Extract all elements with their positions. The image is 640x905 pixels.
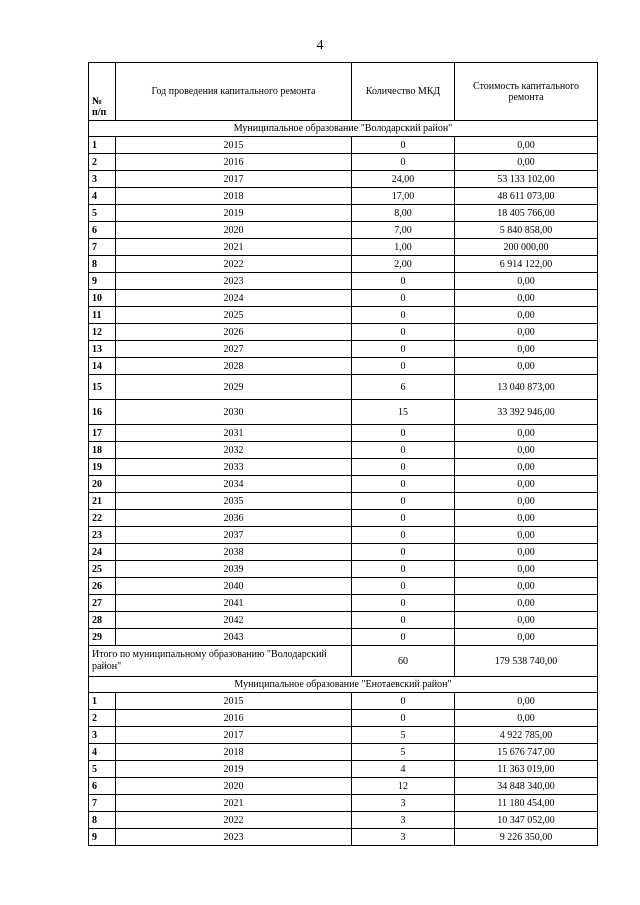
row-cost: 4 922 785,00 — [455, 727, 598, 744]
row-year: 2038 — [116, 544, 352, 561]
row-number: 14 — [89, 358, 116, 375]
row-number: 2 — [89, 710, 116, 727]
row-year: 2020 — [116, 778, 352, 795]
row-year: 2023 — [116, 829, 352, 846]
total-cost: 179 538 740,00 — [455, 646, 598, 677]
table-row — [89, 222, 598, 239]
table-row — [89, 693, 598, 710]
row-cost: 5 840 858,00 — [455, 222, 598, 239]
row-count: 0 — [352, 493, 455, 510]
row-count: 1,00 — [352, 239, 455, 256]
row-number: 12 — [89, 324, 116, 341]
table-row — [89, 442, 598, 459]
row-year: 2035 — [116, 493, 352, 510]
row-cost: 11 363 019,00 — [455, 761, 598, 778]
row-cost: 0,00 — [455, 358, 598, 375]
row-year: 2017 — [116, 171, 352, 188]
row-count: 0 — [352, 710, 455, 727]
row-cost: 0,00 — [455, 693, 598, 710]
row-count: 0 — [352, 154, 455, 171]
row-count: 0 — [352, 459, 455, 476]
table-row — [89, 744, 598, 761]
table-row — [89, 188, 598, 205]
row-cost: 11 180 454,00 — [455, 795, 598, 812]
header-number: № п/п — [89, 63, 116, 121]
capital-repair-table — [88, 62, 598, 846]
table-row — [89, 400, 598, 425]
row-cost: 0,00 — [455, 710, 598, 727]
row-number: 8 — [89, 256, 116, 273]
row-number: 9 — [89, 829, 116, 846]
section-title-row — [89, 677, 598, 693]
row-cost: 0,00 — [455, 629, 598, 646]
table-row — [89, 812, 598, 829]
row-cost: 0,00 — [455, 307, 598, 324]
row-year: 2019 — [116, 205, 352, 222]
table-body — [89, 121, 598, 846]
row-number: 7 — [89, 239, 116, 256]
row-count: 0 — [352, 442, 455, 459]
row-year: 2041 — [116, 595, 352, 612]
table-row — [89, 375, 598, 400]
row-year: 2021 — [116, 795, 352, 812]
total-row — [89, 646, 598, 677]
row-count: 0 — [352, 476, 455, 493]
row-cost: 0,00 — [455, 595, 598, 612]
table-row — [89, 612, 598, 629]
row-number: 6 — [89, 222, 116, 239]
row-number: 4 — [89, 188, 116, 205]
header-count: Количество МКД — [352, 63, 455, 121]
table-row — [89, 324, 598, 341]
row-year: 2020 — [116, 222, 352, 239]
row-cost: 13 040 873,00 — [455, 375, 598, 400]
row-year: 2036 — [116, 510, 352, 527]
header-year: Год проведения капитального ремонта — [116, 63, 352, 121]
row-number: 22 — [89, 510, 116, 527]
row-cost: 0,00 — [455, 527, 598, 544]
row-number: 25 — [89, 561, 116, 578]
row-count: 15 — [352, 400, 455, 425]
table-row — [89, 778, 598, 795]
row-number: 16 — [89, 400, 116, 425]
row-year: 2015 — [116, 693, 352, 710]
table-row — [89, 205, 598, 222]
table-row — [89, 425, 598, 442]
row-cost: 0,00 — [455, 154, 598, 171]
row-cost: 33 392 946,00 — [455, 400, 598, 425]
table-row — [89, 493, 598, 510]
row-count: 0 — [352, 324, 455, 341]
row-count: 4 — [352, 761, 455, 778]
row-count: 5 — [352, 727, 455, 744]
row-year: 2025 — [116, 307, 352, 324]
row-cost: 48 611 073,00 — [455, 188, 598, 205]
row-number: 27 — [89, 595, 116, 612]
row-count: 8,00 — [352, 205, 455, 222]
table-row — [89, 578, 598, 595]
row-number: 13 — [89, 341, 116, 358]
row-cost: 34 848 340,00 — [455, 778, 598, 795]
row-number: 6 — [89, 778, 116, 795]
row-number: 1 — [89, 693, 116, 710]
table-row — [89, 527, 598, 544]
row-cost: 0,00 — [455, 341, 598, 358]
row-cost: 200 000,00 — [455, 239, 598, 256]
row-number: 3 — [89, 727, 116, 744]
row-number: 10 — [89, 290, 116, 307]
row-number: 21 — [89, 493, 116, 510]
row-count: 0 — [352, 693, 455, 710]
row-cost: 18 405 766,00 — [455, 205, 598, 222]
row-number: 26 — [89, 578, 116, 595]
row-count: 0 — [352, 527, 455, 544]
table-row — [89, 710, 598, 727]
row-year: 2029 — [116, 375, 352, 400]
total-label: Итого по муниципальному образованию "Володарский район" — [89, 646, 352, 677]
row-year: 2039 — [116, 561, 352, 578]
row-number: 9 — [89, 273, 116, 290]
row-number: 20 — [89, 476, 116, 493]
table-row — [89, 239, 598, 256]
row-cost: 0,00 — [455, 476, 598, 493]
table-row — [89, 476, 598, 493]
row-cost: 0,00 — [455, 273, 598, 290]
page-number: 4 — [316, 38, 324, 53]
row-count: 17,00 — [352, 188, 455, 205]
row-cost: 0,00 — [455, 578, 598, 595]
row-year: 2018 — [116, 744, 352, 761]
table-row — [89, 273, 598, 290]
row-year: 2023 — [116, 273, 352, 290]
row-number: 5 — [89, 761, 116, 778]
row-number: 17 — [89, 425, 116, 442]
row-year: 2033 — [116, 459, 352, 476]
row-count: 3 — [352, 829, 455, 846]
row-count: 24,00 — [352, 171, 455, 188]
row-year: 2028 — [116, 358, 352, 375]
row-cost: 0,00 — [455, 324, 598, 341]
table-row — [89, 459, 598, 476]
row-number: 19 — [89, 459, 116, 476]
row-cost: 0,00 — [455, 459, 598, 476]
row-year: 2032 — [116, 442, 352, 459]
table-row — [89, 290, 598, 307]
row-year: 2030 — [116, 400, 352, 425]
row-year: 2018 — [116, 188, 352, 205]
table-row — [89, 137, 598, 154]
row-cost: 0,00 — [455, 442, 598, 459]
row-year: 2043 — [116, 629, 352, 646]
table-row — [89, 829, 598, 846]
row-number: 23 — [89, 527, 116, 544]
row-count: 0 — [352, 561, 455, 578]
table-row — [89, 761, 598, 778]
row-number: 28 — [89, 612, 116, 629]
row-year: 2022 — [116, 256, 352, 273]
table-row — [89, 358, 598, 375]
row-cost: 6 914 122,00 — [455, 256, 598, 273]
row-cost: 0,00 — [455, 561, 598, 578]
table-row — [89, 341, 598, 358]
section-title-row — [89, 121, 598, 137]
row-year: 2017 — [116, 727, 352, 744]
row-number: 1 — [89, 137, 116, 154]
row-count: 0 — [352, 612, 455, 629]
row-count: 0 — [352, 341, 455, 358]
table-row — [89, 544, 598, 561]
row-count: 0 — [352, 425, 455, 442]
row-count: 0 — [352, 273, 455, 290]
row-count: 12 — [352, 778, 455, 795]
row-cost: 53 133 102,00 — [455, 171, 598, 188]
row-cost: 0,00 — [455, 290, 598, 307]
row-number: 24 — [89, 544, 116, 561]
row-year: 2042 — [116, 612, 352, 629]
row-year: 2037 — [116, 527, 352, 544]
table-row — [89, 171, 598, 188]
row-year: 2015 — [116, 137, 352, 154]
table-row — [89, 795, 598, 812]
row-number: 5 — [89, 205, 116, 222]
row-year: 2022 — [116, 812, 352, 829]
table-row — [89, 561, 598, 578]
row-cost: 15 676 747,00 — [455, 744, 598, 761]
row-number: 3 — [89, 171, 116, 188]
section-title: Муниципальное образование "Енотаевский район" — [89, 677, 598, 693]
row-year: 2016 — [116, 710, 352, 727]
row-year: 2016 — [116, 154, 352, 171]
header-cost: Стоимость капитального ремонта — [455, 63, 598, 121]
table-row — [89, 629, 598, 646]
row-count: 3 — [352, 812, 455, 829]
table-row — [89, 510, 598, 527]
row-year: 2021 — [116, 239, 352, 256]
row-count: 0 — [352, 137, 455, 154]
row-count: 6 — [352, 375, 455, 400]
table-row — [89, 307, 598, 324]
table-row — [89, 256, 598, 273]
row-number: 11 — [89, 307, 116, 324]
row-year: 2040 — [116, 578, 352, 595]
row-cost: 0,00 — [455, 612, 598, 629]
row-cost: 0,00 — [455, 493, 598, 510]
row-number: 4 — [89, 744, 116, 761]
row-cost: 10 347 052,00 — [455, 812, 598, 829]
row-number: 7 — [89, 795, 116, 812]
row-number: 2 — [89, 154, 116, 171]
row-count: 0 — [352, 307, 455, 324]
total-count: 60 — [352, 646, 455, 677]
row-cost: 0,00 — [455, 544, 598, 561]
row-count: 0 — [352, 510, 455, 527]
row-count: 0 — [352, 629, 455, 646]
table-header-row — [89, 63, 598, 121]
row-count: 0 — [352, 578, 455, 595]
row-count: 3 — [352, 795, 455, 812]
row-count: 7,00 — [352, 222, 455, 239]
row-count: 2,00 — [352, 256, 455, 273]
row-year: 2026 — [116, 324, 352, 341]
row-year: 2027 — [116, 341, 352, 358]
row-year: 2019 — [116, 761, 352, 778]
table-row — [89, 727, 598, 744]
table-row — [89, 154, 598, 171]
row-count: 0 — [352, 544, 455, 561]
row-cost: 0,00 — [455, 510, 598, 527]
table-row — [89, 595, 598, 612]
row-count: 0 — [352, 358, 455, 375]
row-number: 15 — [89, 375, 116, 400]
row-year: 2034 — [116, 476, 352, 493]
section-title: Муниципальное образование "Володарский район" — [89, 121, 598, 137]
row-cost: 9 226 350,00 — [455, 829, 598, 846]
row-cost: 0,00 — [455, 425, 598, 442]
row-number: 8 — [89, 812, 116, 829]
row-count: 5 — [352, 744, 455, 761]
row-year: 2031 — [116, 425, 352, 442]
row-cost: 0,00 — [455, 137, 598, 154]
row-year: 2024 — [116, 290, 352, 307]
row-number: 18 — [89, 442, 116, 459]
row-count: 0 — [352, 595, 455, 612]
row-number: 29 — [89, 629, 116, 646]
row-count: 0 — [352, 290, 455, 307]
